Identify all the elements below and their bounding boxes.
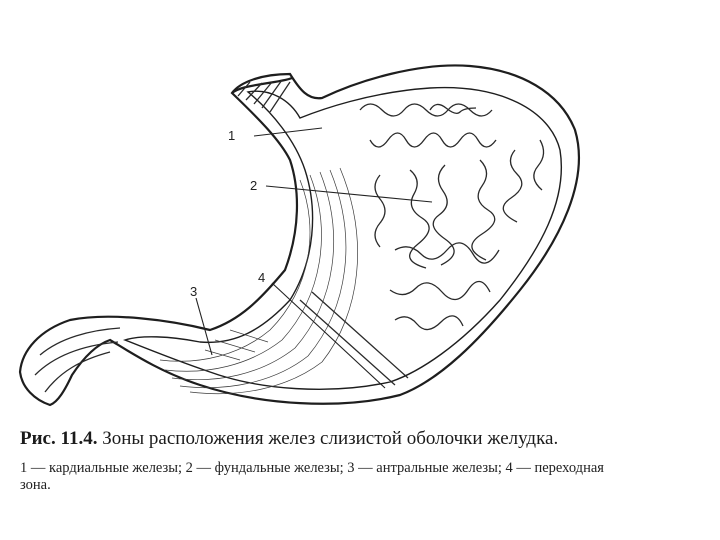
caption-title	[20, 428, 620, 449]
label-1: 1	[228, 128, 236, 143]
pylorus-tube	[35, 328, 120, 392]
caption-title-text: Зоны расположения желез слизистой оболочки желудка.	[102, 428, 559, 449]
figure-caption	[20, 428, 620, 494]
figure-number: Рис. 11.4.	[20, 428, 98, 449]
label-2: 2	[250, 178, 258, 193]
caption-legend: 1 — кардиальные железы; 2 — фундальные железы; 3 — антральные железы; 4 — переходная зона.	[20, 460, 604, 493]
transition-zone-lines	[300, 292, 408, 385]
leader-line-2	[266, 186, 432, 202]
leader-line-4	[272, 283, 385, 388]
label-3: 3	[190, 284, 198, 299]
stomach-inner-wall	[125, 88, 561, 390]
label-4: 4	[258, 270, 266, 285]
